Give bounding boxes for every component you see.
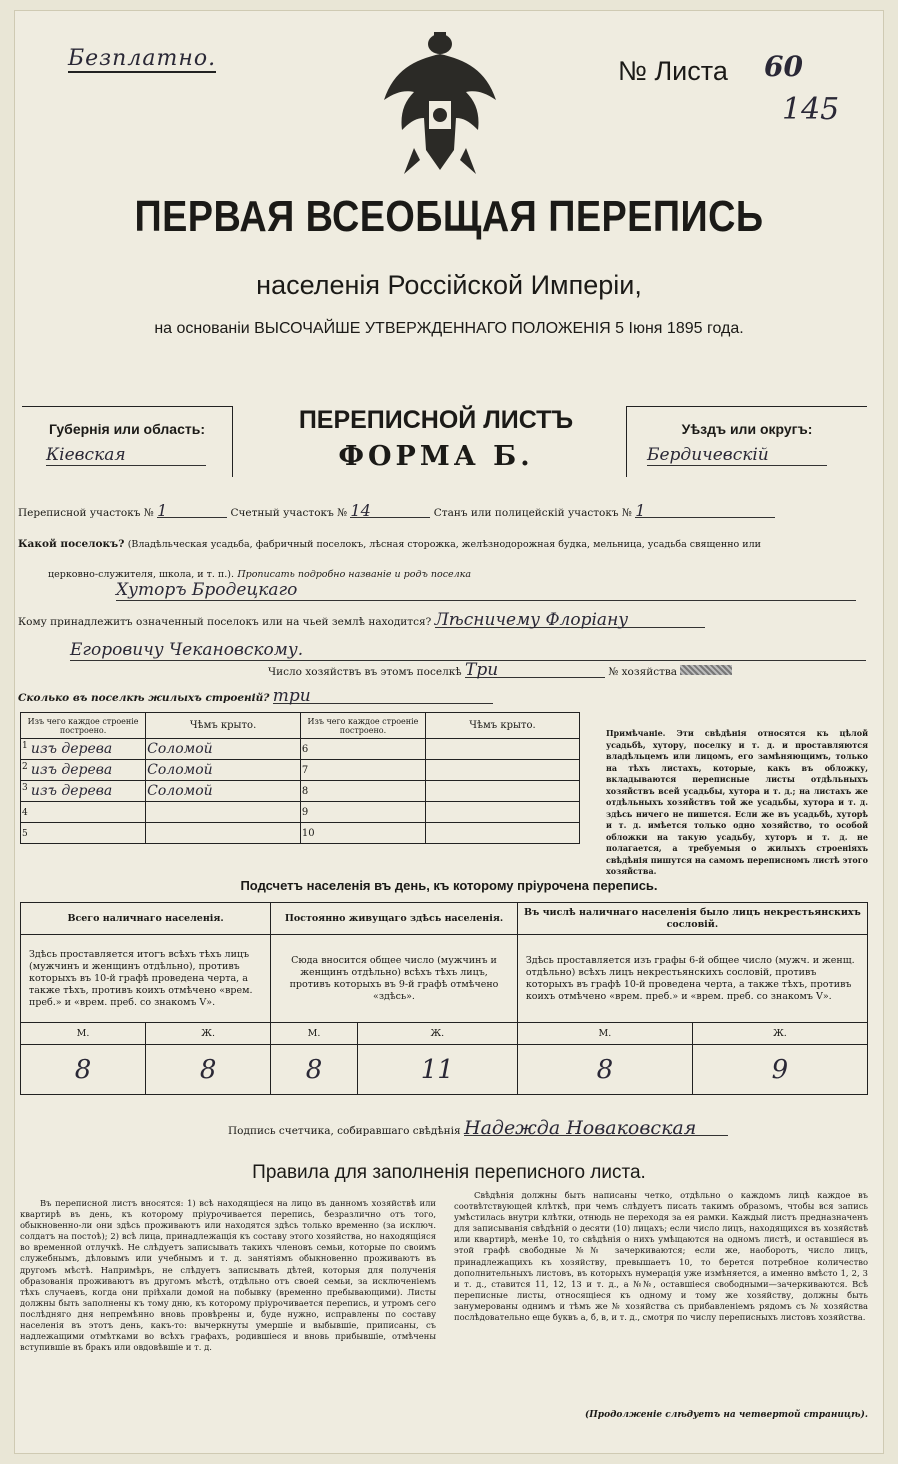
count-value-permanent-m: 8: [271, 1045, 358, 1095]
poselok-hint2: церковно-служителя, школа, и т. п.).: [48, 569, 234, 580]
buildings-line: [18, 686, 578, 706]
form-title: [244, 406, 628, 472]
building-row: 3 изъ дерева: [21, 781, 146, 802]
owner-value2: Егоровичу Чекановскому.: [70, 640, 866, 661]
m-label: М.: [21, 1023, 146, 1045]
rules-left: Въ переписной листъ вносятся: 1) всѣ находящіеся на лицо въ данномъ хозяйствѣ или квартирѣ въ день, къ которому пріурочивается перепись, безразлично отъ того, обыкновенно-ли они здѣсь проживаютъ или находятся здѣсь только временно (за исключ. солдатъ на постоѣ); 2) всѣ лица, принадлежащія къ составу этого хозяйства, но находящіяся во временной отлучкѣ. Не слѣдуетъ записывать такихъ членовъ семьи, которые по своимъ служебнымъ, дѣловымъ или учебнымъ и т. д. занятіямъ обыкновенно проживаютъ въ другомъ мѣстѣ. Напримѣръ, не слѣдуетъ записывать дѣтей, которыя для полученія образованія проживаютъ въ другомъ мѣстѣ, отдѣльно отъ своей семьи, за исключеніемъ тѣхъ случаевъ, когда они пріѣхали домой на побывку (временно пребывающими). Листы должны быть заполнены къ тому дню, къ которому пріурочивается перепись, и утромъ сего послѣдняго дня непремѣнно вновь провѣрены и, буде нужно, исправлены по составу населенія въ этотъ день, какъ-то: вычеркнуты умершіе и выбывшіе, приписаны, съ надлежащими отмѣтками во всѣхъ графахъ, родившіеся и вновь прибывшіе, отмѣчены вступившіе въ бракъ или овдовѣвшіе и т. д.: [20, 1198, 436, 1353]
building-roof: [425, 823, 579, 844]
building-row: 6: [300, 739, 425, 760]
owner-value1: Лѣсничему Флоріану: [435, 614, 705, 628]
count-value-total-m: 8: [21, 1045, 146, 1095]
f-label: Ж.: [357, 1023, 517, 1045]
poselok-label: Какой поселокъ?: [18, 538, 125, 550]
poselok-hint: (Владѣльческая усадьба, фабричный поселокъ, лѣсная сторожка, желѣзнодорожная будка, мельница, усадьба священно или: [127, 539, 761, 550]
poselok-hint3: Прописать подробно названіе и родъ поселка: [237, 569, 472, 580]
count-col3-text: Здѣсь проставляется изъ графы 6-й общее число (мужч. и женщ. отдѣльно) всѣхъ лицъ некрестьянскихъ сословій, противъ которыхъ въ графѣ 10-й проведена черта, а также тѣхъ, противъ коихъ отмѣчено «врем. преб.» и «врем. преб. со знакомъ V».: [517, 935, 867, 1023]
building-roof: [146, 802, 301, 823]
census-subtitle: населенія Россійской Имперіи,: [256, 270, 642, 300]
form-title-line1: ПЕРЕПИСНОЙ ЛИСТЪ: [298, 406, 574, 434]
gubernia-value: Кіевская: [46, 445, 206, 466]
uezd-label: Уѣздъ или округъ:: [681, 421, 813, 437]
count-col2-text: Сюда вносится общее число (мужчинъ и женщинъ отдѣльно) всѣхъ тѣхъ лицъ, противъ которыхъ въ 9-й графѣ отмѣчено «здѣсь».: [271, 935, 518, 1023]
count-value-nonpeasant-m: 8: [517, 1045, 692, 1095]
count-value-permanent-f: 11: [357, 1045, 517, 1095]
count-title: Подсчетъ населенія въ день, къ которому пріурочена перепись.: [240, 878, 658, 893]
uchastok-value: 1: [157, 504, 227, 518]
m-label: М.: [517, 1023, 692, 1045]
schetny-label: Счетный участокъ №: [230, 507, 348, 519]
building-row: 7: [300, 760, 425, 781]
col-material-right: Изъ чего каждое строеніе построено.: [300, 713, 425, 739]
census-basis: на основаніи ВЫСОЧАЙШЕ УТВЕРЖДЕННАГО ПОЛОЖЕНІЯ 5 Іюня 1895 года.: [154, 320, 744, 337]
uchastok-label: Переписной участокъ №: [18, 507, 154, 519]
uezd-value: Бердичевскій: [647, 445, 827, 466]
poselok-value: Хуторъ Бродецкаго: [116, 580, 856, 601]
count-col3-head: Въ числѣ наличнаго населенія было лицъ некрестьянскихъ сословій.: [517, 903, 867, 935]
building-row: 9: [300, 802, 425, 823]
buildings-value: три: [273, 690, 493, 704]
signature-label: Подпись счетчика, собиравшаго свѣдѣнія: [228, 1125, 461, 1137]
count-value-nonpeasant-f: 9: [692, 1045, 867, 1095]
gubernia-label: Губернія или область:: [48, 421, 206, 437]
building-roof: Соломой: [146, 760, 301, 781]
households-value: Три: [465, 664, 605, 678]
households-label: Число хозяйствъ въ этомъ поселкѣ: [268, 666, 462, 678]
schetny-value: 14: [350, 504, 430, 518]
rules-title: Правила для заполненія переписного листа.: [252, 1162, 646, 1183]
count-col1-text: Здѣсь проставляется итогъ всѣхъ тѣхъ лицъ (мужчинъ и женщинъ отдѣльно), противъ которыхъ въ 10-й графѣ проведена черта, а также тѣхъ, противъ коихъ отмѣчено «врем. преб.» и «врем. преб. со знакомъ V».: [21, 935, 271, 1023]
f-label: Ж.: [146, 1023, 271, 1045]
stan-value: 1: [635, 504, 775, 518]
note: [606, 728, 868, 878]
building-roof: [425, 802, 579, 823]
eagle-emblem-icon: [374, 30, 506, 180]
uchastok-line: [18, 501, 868, 520]
sheet-number-extra: 145: [782, 92, 840, 127]
building-roof: [425, 760, 579, 781]
households-line: [268, 660, 868, 680]
signature-value: Надежда Новаковская: [464, 1122, 728, 1136]
building-row: 10: [300, 823, 425, 844]
col-roof-right: Чѣмъ крыто.: [425, 713, 579, 739]
stan-label: Станъ или полицейскій участокъ №: [433, 507, 632, 519]
buildings-table: [20, 712, 580, 844]
f-label: Ж.: [692, 1023, 867, 1045]
rules-continued: (Продолженіе слѣдуетъ на четвертой страницѣ).: [585, 1410, 868, 1420]
building-roof: [425, 781, 579, 802]
owner-label: Кому принадлежитъ означенный поселокъ или на чьей землѣ находится?: [18, 616, 432, 628]
building-roof: Соломой: [146, 739, 301, 760]
building-roof: [425, 739, 579, 760]
building-roof: [146, 823, 301, 844]
col-roof-left: Чѣмъ крыто.: [146, 713, 301, 739]
rules-right: Свѣдѣнія должны быть написаны четко, отдѣльно о каждомъ лицѣ каждое въ соотвѣтствующей клѣткѣ, при чемъ слѣдуетъ писать такимъ образомъ, чтобы вся запись умѣстилась внутри клѣтки, отнюдь не переходя за ея рамки. Каждый листъ предназначенъ для записыванія свѣдѣній о десяти (10) лицахъ; если число лицъ, находящихся въ хозяйствѣ или квартирѣ, менѣе 10, то свѣдѣнія о нихъ умѣщаются на одномъ листѣ, и оставшіеся въ этой графѣ свободные №№ зачеркиваются; если же, наоборотъ, число лицъ, принадлежащихъ къ хозяйству, превышаетъ 10, то берется потребное количество дополнительныхъ листовъ, въ которыхъ нумерація уже измѣняется, а именно вмѣсто 1, 2, 3 и т. д., ставится 11, 12, 13 и т. д., а №№, оставшіеся свободными—зачеркиваются. Всѣ переписные листы, относящіеся къ одному и тому же хозяйству, должны быть занумерованы однимъ и тѣмъ же № хозяйства съ прибавленіемъ рядомъ съ № хозяйства послѣдовательно еще буквъ а, б, в, и т. д., смотря по числу переписныхъ листовъ хозяйства.: [454, 1190, 868, 1323]
building-row: 8: [300, 781, 425, 802]
building-row: 1 изъ дерева: [21, 739, 146, 760]
form-title-line2: ФОРМА Б.: [338, 441, 534, 472]
building-roof: Соломой: [146, 781, 301, 802]
building-row: 4: [21, 802, 146, 823]
sheet-number-label: № Листа: [618, 56, 728, 86]
count-col2-head: Постоянно живущаго здѣсь населенія.: [271, 903, 518, 935]
owner-line: [18, 610, 868, 630]
count-col1-head: Всего наличнаго населенія.: [21, 903, 271, 935]
poselok-line: [18, 538, 868, 551]
col-material-left: Изъ чего каждое строеніе построено.: [21, 713, 146, 739]
note-text: Эти свѣдѣнія относятся къ цѣлой усадьбѣ, хутору, поселку и т. д. и проставляются владѣльцемъ или лицомъ, его замѣняющимъ, только на тѣхъ листахъ, которые, какъ въ обложку, вкладываются переписные листы отдѣльныхъ хозяйствъ всей усадьбы, хутора и т. д.; на листахъ же отдѣльныхъ хозяйствъ той же усадьбы, хутора и т. д. здѣсь ничего не пишется. Если же въ усадьбѣ, хуторѣ и т. д. имѣется только одно хозяйство, то особой обложки на такую усадьбу, хуторъ и т. д. не полагается, а требуемыя о жилыхъ строеніяхъ свѣдѣнія пишутся на самомъ переписномъ листѣ этого хозяйства.: [606, 728, 868, 876]
uezd-box: [626, 406, 867, 477]
count-table: [20, 902, 868, 1095]
census-sheet: [14, 10, 884, 1454]
sheet-number-value: 60: [764, 50, 803, 83]
census-title: ПЕРВАЯ ВСЕОБЩАЯ ПЕРЕПИСЬ: [134, 192, 764, 241]
household-number-label: № хозяйства: [608, 666, 678, 678]
buildings-label: Сколько въ поселкѣ жилыхъ строеній?: [18, 692, 270, 704]
free-label: Безплатно.: [68, 46, 217, 71]
household-number-redacted: [680, 665, 732, 675]
m-label: М.: [271, 1023, 358, 1045]
note-label: Примѣчаніе.: [606, 728, 666, 738]
building-row: 5: [21, 823, 146, 844]
signature-line: [228, 1117, 858, 1139]
gubernia-box: [22, 406, 233, 477]
count-value-total-f: 8: [146, 1045, 271, 1095]
building-row: 2 изъ дерева: [21, 760, 146, 781]
